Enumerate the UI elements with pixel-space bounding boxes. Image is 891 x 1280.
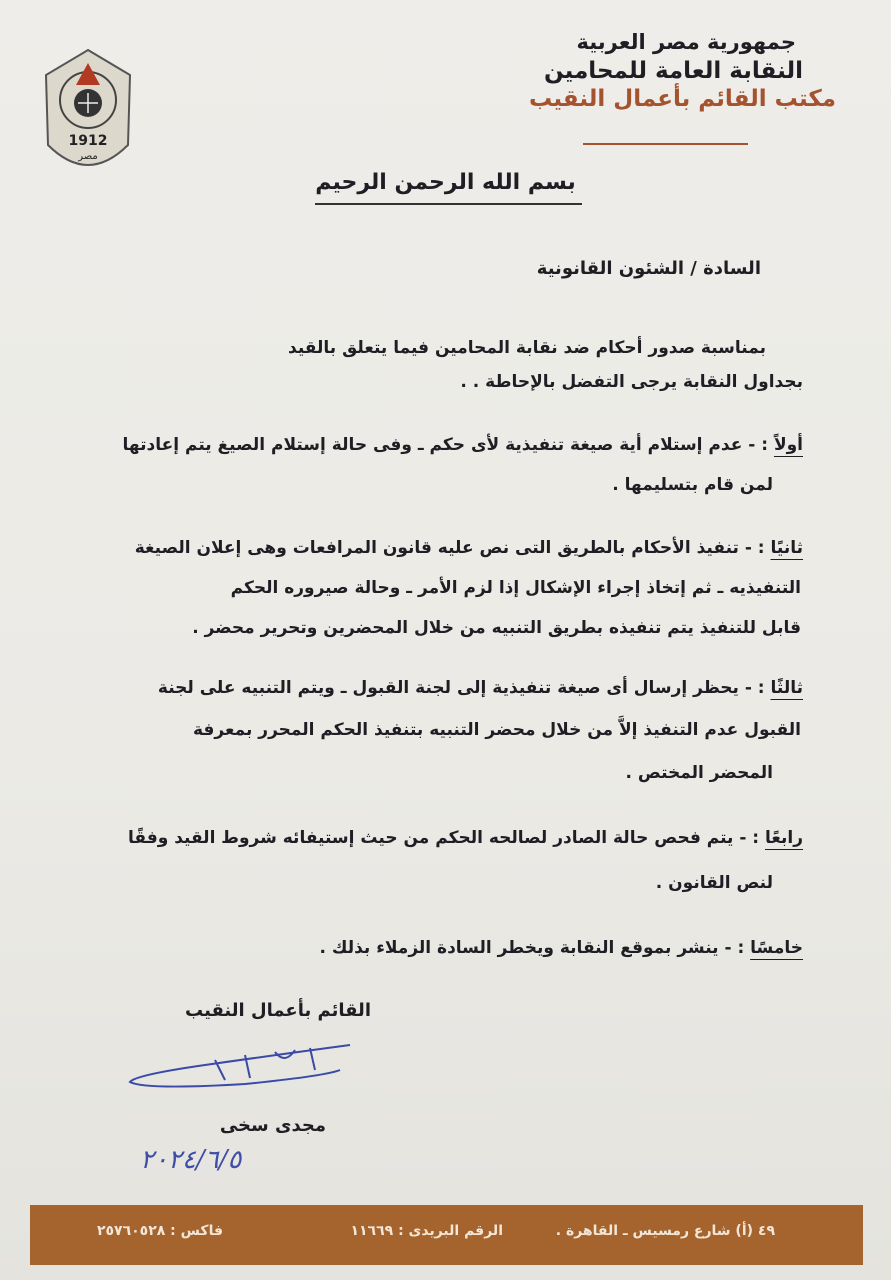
item-text: المحضر المختص . xyxy=(625,763,773,783)
signatory-name: مجدى سخى xyxy=(219,1115,326,1136)
item-text: يتم فحص حالة الصادر لصالحه الحكم من حيث إستيفائه شروط القيد وفقًا xyxy=(127,828,734,848)
svg-text:مصر: مصر xyxy=(78,151,98,162)
item-line xyxy=(612,475,773,495)
item-text: ينشر بموقع النقابة ويخطر السادة الزملاء بذلك . xyxy=(319,938,719,958)
item-text: التنفيذيه ـ ثم إتخاذ إجراء الإشكال إذا لزم الأمر ـ وحالة صيروره الحكم xyxy=(230,578,801,598)
item-text: يحظر إرسال أى صيغة تنفيذية إلى لجنة القبول ـ ويتم التنبيه على لجنة xyxy=(157,678,739,698)
item-label: ثالثًا xyxy=(770,678,803,698)
intro-line: بمناسبة صدور أحكام ضد نقابة المحامين فيما يتعلق بالقيد xyxy=(288,338,766,358)
addressee: السادة / الشئون القانونية xyxy=(536,258,761,279)
item-line xyxy=(656,873,773,893)
item-text: لمن قام بتسليمها . xyxy=(612,475,773,495)
signature xyxy=(125,1040,360,1095)
item-text: القبول عدم التنفيذ إلاَّ من خلال محضر التنبيه بتنفيذ الحكم المحرر بمعرفة xyxy=(192,720,801,740)
item-label: ثانيًا xyxy=(770,538,803,558)
svg-text:1912: 1912 xyxy=(68,133,108,149)
item-text: تنفيذ الأحكام بالطريق التى نص عليه قانون المرافعات وهى إعلان الصيغة xyxy=(134,538,739,558)
item-line: أولاً : - عدم إستلام أية صيغة تنفيذية لأى حكم ـ وفى حالة إستلام الصيغ يتم إعادتها xyxy=(122,435,803,455)
header-divider xyxy=(583,143,748,145)
handwritten-date: ٢٠٢٤/٦/٥ xyxy=(140,1145,242,1175)
item-text: عدم إستلام أية صيغة تنفيذية لأى حكم ـ وفى حالة إستلام الصيغ يتم إعادتها xyxy=(122,435,743,455)
footer-address: ٤٩ (أ) شارع رمسيس ـ القاهرة . xyxy=(555,1223,775,1239)
item-line: ثانيًا : - تنفيذ الأحكام بالطريق التى نص عليه قانون المرافعات وهى إعلان الصيغة xyxy=(134,538,803,558)
intro-line: بجداول النقابة يرجى التفضل بالإحاطة . . xyxy=(460,372,803,392)
footer-fax: فاكس : ٢٥٧٦٠٥٢٨ xyxy=(96,1223,223,1239)
bar-association-logo xyxy=(38,45,138,185)
item-line xyxy=(626,763,773,783)
item-label: رابعًا xyxy=(765,828,803,848)
item-line: رابعًا : - يتم فحص حالة الصادر لصالحه الحكم من حيث إستيفائه شروط القيد وفقًا xyxy=(127,828,803,848)
item-label: خامسًا xyxy=(750,938,803,958)
item-line: ثالثًا : - يحظر إرسال أى صيغة تنفيذية إلى لجنة القبول ـ ويتم التنبيه على لجنة xyxy=(157,678,803,698)
item-line xyxy=(231,578,801,598)
footer-postal: الرقم البريدى : ١١٦٦٩ xyxy=(350,1223,503,1239)
header-republic: جمهورية مصر العربية xyxy=(576,30,796,54)
item-text: قابل للتنفيذ يتم تنفيذه بطريق التنبيه من خلال المحضرين وتحرير محضر . xyxy=(192,618,801,638)
item-line xyxy=(192,618,801,638)
basmala: بسم الله الرحمن الرحيم xyxy=(315,170,576,195)
item-line xyxy=(193,720,801,740)
footer-band xyxy=(30,1205,863,1265)
signature-title: القائم بأعمال النقيب xyxy=(185,1000,371,1021)
header-syndicate: النقابة العامة للمحامين xyxy=(543,58,803,84)
header-office: مكتب القائم بأعمال النقيب xyxy=(529,86,836,112)
item-line: خامسًا : - ينشر بموقع النقابة ويخطر السادة الزملاء بذلك . xyxy=(319,938,803,958)
basmala-underline xyxy=(315,203,582,205)
item-text: لنص القانون . xyxy=(655,873,773,893)
item-label: أولاً xyxy=(773,435,803,455)
